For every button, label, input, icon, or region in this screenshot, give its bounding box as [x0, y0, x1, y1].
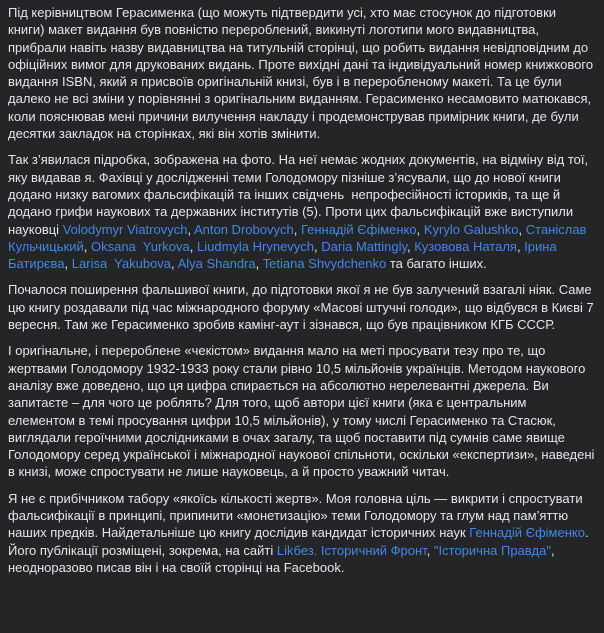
- text-run: ,: [64, 256, 72, 272]
- mention-link[interactable]: Геннадій Єфіменко: [469, 525, 585, 541]
- text-run: ,: [426, 542, 434, 558]
- text-run: ,: [255, 256, 263, 272]
- mention-link[interactable]: Daria Mattingly: [321, 238, 407, 254]
- text-run: ,: [187, 221, 194, 237]
- text-run: Почалося поширення фальшивої книги, до підготовки якої я не був залучений взагалі ніяк. Саме цю книгу роздавали під час міжнародного форуму «Масові штучні голоди», що відбувся в Києві 7 вересня. Там же Герасименко зробив камінг-аут і зізнався, що був працівником КГБ СССР.: [8, 282, 598, 333]
- text-run: ,: [407, 238, 415, 254]
- text-run: Я не є прибічником табору «якоїсь кількості жертв». Моя головна ціль — викрити і спростувати фальсифікації в принципі, припинити «монетизацію» теми Голодомору та глум над пам’яттю наших предків. Найдетальніше цю книгу дослідив кандидат історичних наук: [8, 490, 587, 541]
- post-paragraph: [8, 151, 596, 272]
- text-run: ,: [83, 238, 91, 254]
- post-paragraph: [8, 490, 596, 576]
- mention-link[interactable]: Ірина Батирєва: [8, 238, 561, 272]
- mention-link[interactable]: Кузовова Наталя: [414, 238, 517, 254]
- post-paragraph: [8, 4, 596, 142]
- text-run: ,: [516, 238, 525, 254]
- text-run: . Його публікації розміщені, зокрема, на сайті: [8, 525, 593, 558]
- mention-link[interactable]: Anton Drobovych: [193, 221, 294, 237]
- mention-link[interactable]: Larisa Yakubova: [71, 256, 172, 272]
- mention-link[interactable]: Tetiana Shvydchenko: [262, 256, 387, 272]
- page-link[interactable]: Likбез. Історичний Фронт: [276, 542, 427, 558]
- text-run: І оригінальне, і перероблене «чекістом» видання мало на меті просувати тезу про те, що жертвами Голодомору 1932-1933 року стали рівно 10,5 мільйонів українців. Методом наукового аналізу вже доведено, що ця цифра спирається на абсолютно нерелевантні джерела. Ви запитаєте – для чого це роблять? Для того, щоб автори цієї книги (яка є центральним елементом в темі просування цифри 10,5 мільйонів), у тому числі Герасименко та Стасюк, виглядали героїчними дослідниками в очах загалу, та щоб поставити під сумнів саме явище Голодомору серед української і міжнародної наукової спільноти, оскільки «експертизи», наведені в книзі, може спростувати не лише науковець, а й просто уважний читач.: [8, 343, 599, 480]
- mention-link[interactable]: Oksana Yurkova: [90, 238, 190, 254]
- mention-link[interactable]: Станіслав Кульчицький: [8, 221, 591, 254]
- mention-link[interactable]: Liudmyla Hrynevych: [196, 238, 315, 254]
- text-run: та багато інших.: [386, 256, 487, 272]
- text-run: ,: [293, 221, 301, 237]
- post-paragraph: [8, 342, 599, 480]
- text-run: Під керівництвом Герасименка (що можуть підтвердити усі, хто має стосунок до підготовки книги) макет видання був повністю перероблений, викинуті логотипи мого видавництва, прибрали навіть назву видавництва на титульній сторінці, що робить видання невідповідним до офіційних вимог для друкованих видань. Проте вихідні дані та індивідуальний номер книжкового видання ISBN, який я присвоїв оригінальній книзі, був і в переробленому макеті. Та це були далеко не всі зміни у порівнянні з оригінальним виданням. Герасименко несамовито матюкався, коли пояснював мені причини вилучення накладу і продемонстрував примірник книги, де були десятки закладок на сторінках, які він хотів змінити.: [8, 5, 597, 142]
- text-run: ,: [416, 221, 424, 237]
- text-run: ,: [518, 221, 526, 237]
- mention-link[interactable]: Volodymyr Viatrovych: [62, 221, 188, 237]
- mention-link[interactable]: Геннадій Єфіменко: [300, 221, 417, 237]
- mention-link[interactable]: Alya Shandra: [177, 256, 256, 272]
- text-run: Так з’явилася підробка, зображена на фото. На неї немає жодних документів, на відміну від тої, яку видавав я. Фахівці у дослідженні теми Голодомору пізніше з’ясували, що до нової книги додано низку вагомих фальсифікацій та інших свідчень непрофесійності істориків, та ще й додано грифи наукових та державних інститутів (5). Проти цих фальсифікацій вже виступили науковці: [8, 152, 592, 237]
- post-paragraph: [8, 281, 596, 333]
- page-link[interactable]: "Історична Правда": [433, 542, 551, 558]
- text-run: ,: [189, 238, 197, 254]
- mention-link[interactable]: Kyrylo Galushko: [423, 221, 519, 237]
- text-run: ,: [314, 238, 322, 254]
- text-run: ,: [171, 256, 178, 272]
- text-run: , неодноразово писав він і на своїй сторінці на Facebook.: [8, 542, 559, 575]
